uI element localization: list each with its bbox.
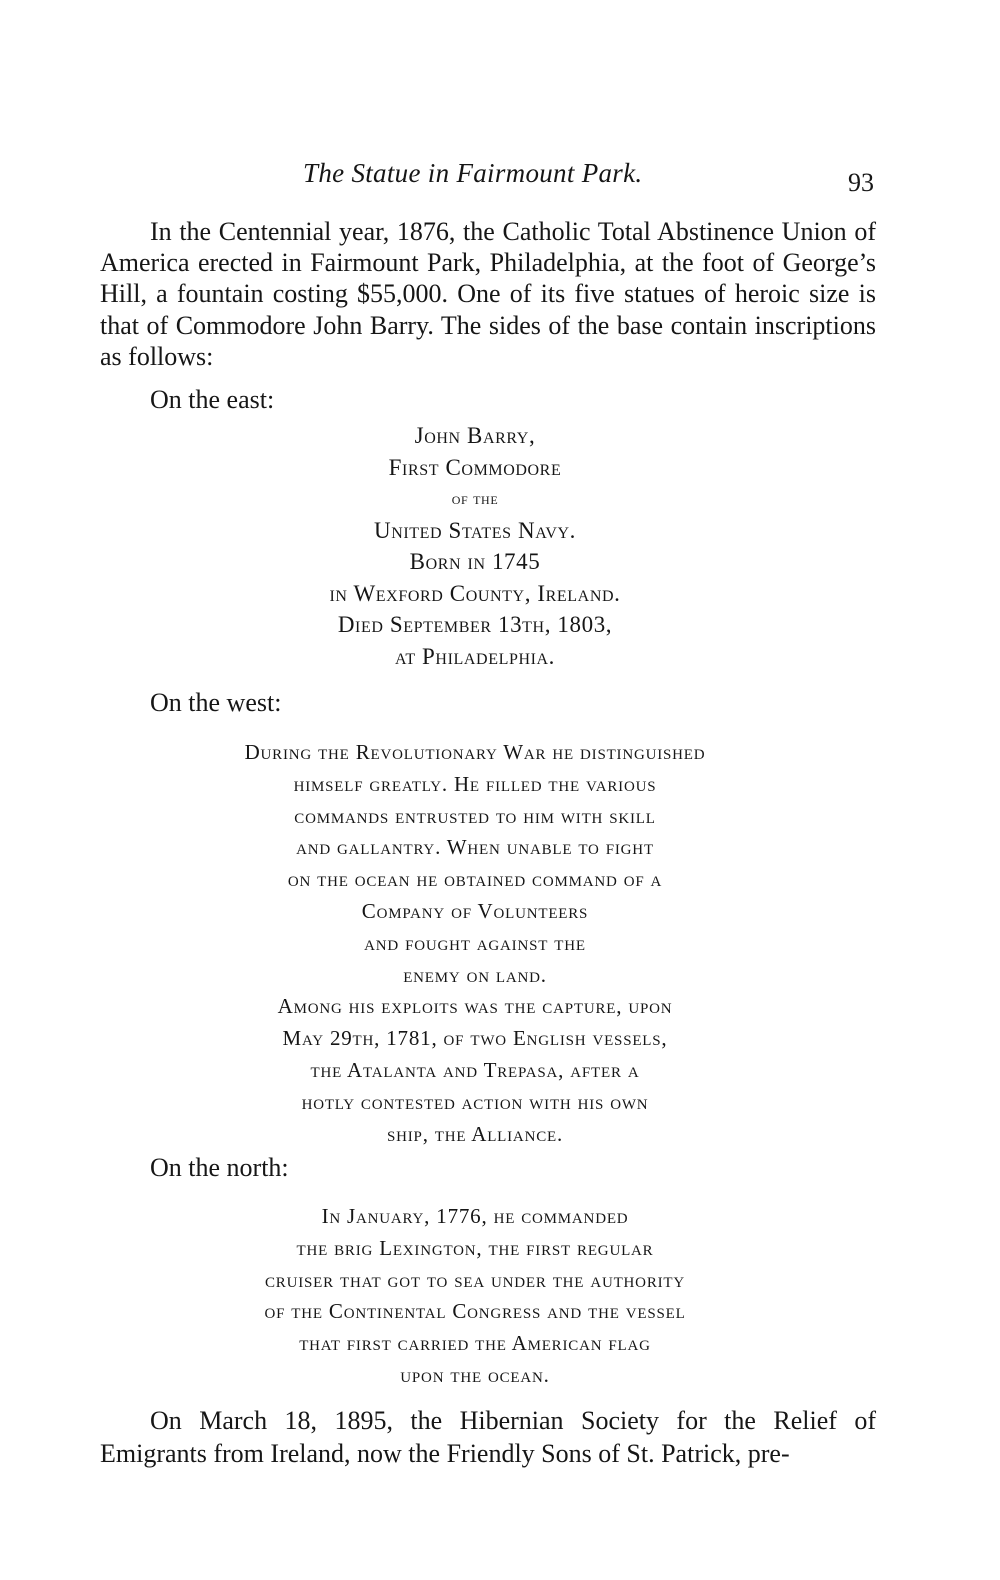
inscription-line: of the [451, 489, 499, 508]
inscription-line: United States Navy. [374, 517, 576, 543]
inscription-line: Born in 1745 [409, 549, 541, 574]
inscription-line: that first carried the American flag [299, 1331, 651, 1356]
inscription-line: upon the ocean. [400, 1362, 550, 1387]
inscription-line: Among his exploits was the capture, upon [277, 994, 673, 1019]
inscription-line: himself greatly. He filled the various [293, 771, 657, 796]
inscription-line: Died September 13th, 1803, [337, 612, 613, 637]
inscription-line: First Commodore [388, 454, 562, 480]
inscription-line: cruiser that got to sea under the authority [264, 1267, 686, 1292]
inscription-line: on the ocean he obtained command of a [287, 867, 663, 892]
inscription-line: of the Continental Congress and the vessel [264, 1299, 686, 1324]
west-label: On the west: [150, 688, 282, 717]
inscription-line: enemy on land. [403, 962, 547, 987]
inscription-line: In January, 1776, he commanded [321, 1204, 629, 1228]
inscription-line: Company of Volunteers [361, 898, 589, 923]
inscription-line: and fought against the [364, 930, 586, 955]
page-number: 93 [848, 168, 874, 197]
north-label: On the north: [150, 1153, 289, 1182]
intro-paragraph: In the Centennial year, 1876, the Catholic Total Abstinence Union of America erected in Fairmount Park, Philadelphia, at the foot of George’s Hill, a fountain costing $55,000. One of its five statues of heroic size is that of Commodore John Barry. The sides of the base contain inscriptions as follows: [100, 217, 876, 371]
inscription-line: in Wexford County, Ireland. [329, 580, 621, 606]
closing-paragraph: On March 18, 1895, the Hibernian Society for the Relief of Emigrants from Ireland, now the Friendly Sons of St. Patrick, pre- [100, 1406, 876, 1468]
inscription-line: hotly contested action with his own [301, 1089, 649, 1114]
west-inscription [150, 737, 800, 1150]
inscription-line: the Atalanta and Trepasa, after a [310, 1057, 640, 1082]
inscription-line: During the Revolutionary War he distinguished [244, 740, 706, 764]
running-title: The Statue in Fairmount Park. [303, 158, 643, 188]
north-inscription [150, 1201, 800, 1392]
east-label: On the east: [150, 385, 275, 414]
page-header [0, 158, 1000, 198]
east-inscription [150, 420, 800, 672]
inscription-line: John Barry, [414, 423, 536, 448]
inscription-line: at Philadelphia. [394, 643, 556, 669]
inscription-line: ship, the Alliance. [386, 1121, 564, 1146]
inscription-line: and gallantry. When unable to fight [296, 835, 654, 860]
inscription-line: May 29th, 1781, of two English vessels, [282, 1026, 668, 1051]
inscription-line: the brig Lexington, the first regular [296, 1235, 654, 1260]
inscription-line: commands entrusted to him with skill [294, 803, 656, 828]
